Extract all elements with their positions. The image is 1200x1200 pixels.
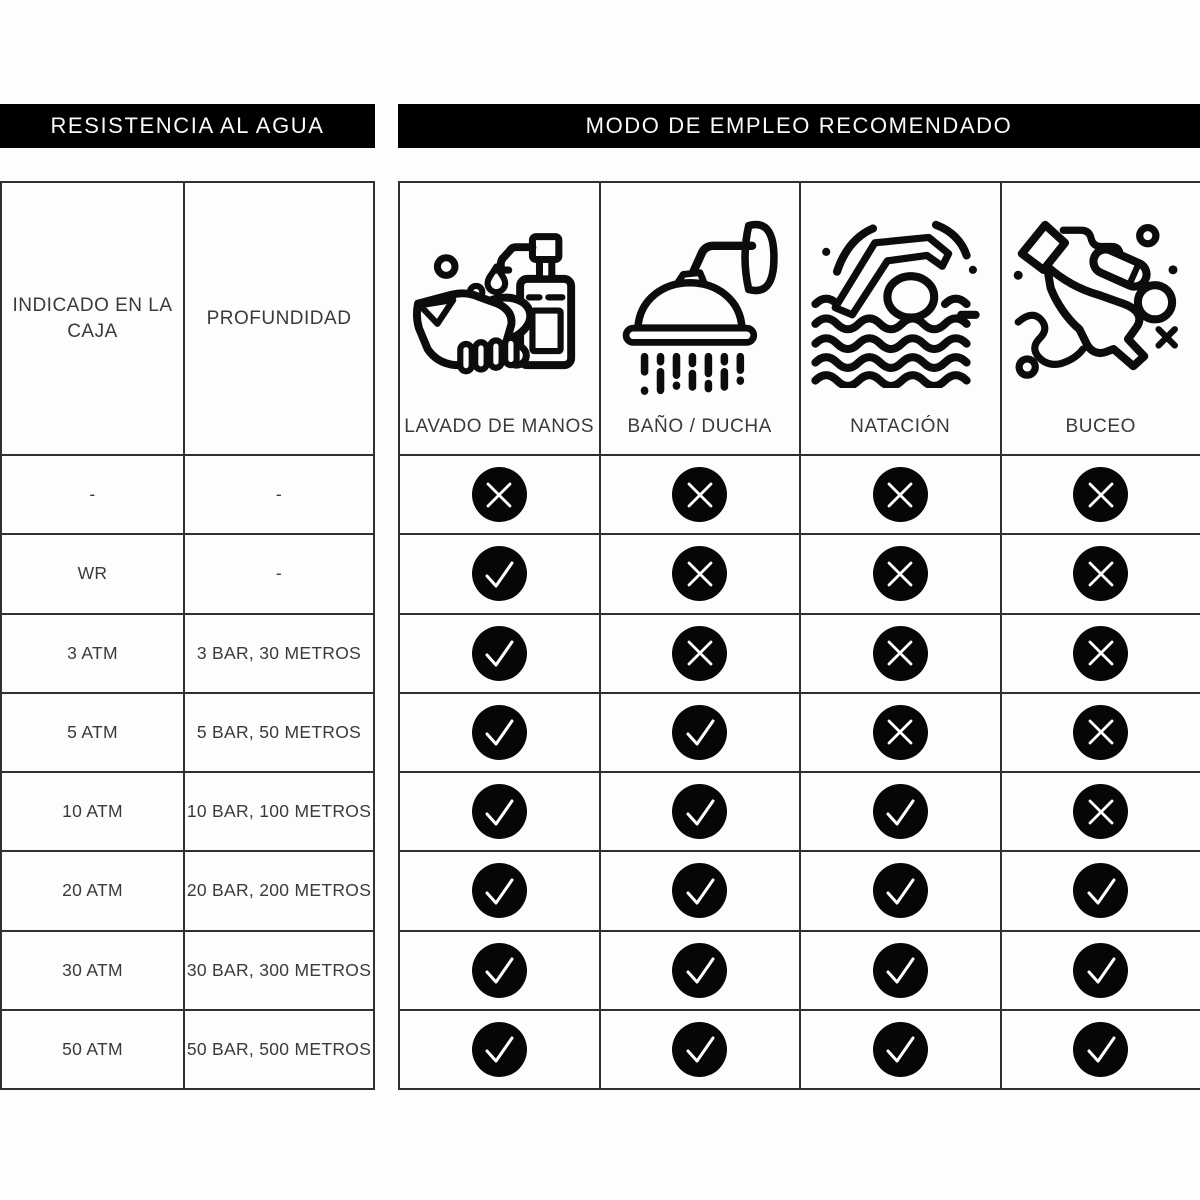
mark-cell	[1002, 694, 1200, 771]
cross-mark	[1073, 467, 1128, 522]
mark-cell	[801, 852, 1000, 929]
depth-cell: 10 BAR, 100 METROS	[185, 773, 373, 850]
check-mark	[672, 943, 727, 998]
cross-mark	[1073, 546, 1128, 601]
cross-mark	[873, 467, 928, 522]
activity-label: NATACIÓN	[850, 416, 951, 437]
hand-washing-icon	[400, 183, 599, 416]
mark-cell	[1002, 615, 1200, 692]
rating-cell: 20 ATM	[2, 852, 183, 929]
recommended-use-table	[398, 181, 1200, 1090]
check-mark	[672, 863, 727, 918]
rating-cell: 10 ATM	[2, 773, 183, 850]
mark-cell	[801, 932, 1000, 1009]
check-mark	[672, 1022, 727, 1077]
check-mark	[472, 863, 527, 918]
mark-cell	[1002, 773, 1200, 850]
mark-cell	[400, 535, 599, 612]
column-header-label: PROFUNDIDAD	[206, 307, 352, 329]
shower-icon	[601, 183, 800, 416]
mark-cell	[601, 852, 800, 929]
diving-icon	[1002, 183, 1200, 416]
water-resistance-table	[0, 181, 375, 1090]
mark-cell	[400, 694, 599, 771]
mark-cell	[601, 456, 800, 533]
check-mark	[672, 705, 727, 760]
column-header-label: INDICADO EN LA CAJA	[12, 294, 173, 342]
activity-label: BAÑO / DUCHA	[627, 416, 772, 437]
activity-header-shower	[601, 183, 800, 454]
mark-cell	[1002, 456, 1200, 533]
rating-cell: 3 ATM	[2, 615, 183, 692]
mark-cell	[601, 694, 800, 771]
check-mark	[873, 943, 928, 998]
cross-mark	[873, 626, 928, 681]
activity-header-hand-washing	[400, 183, 599, 454]
rating-cell: WR	[2, 535, 183, 612]
check-mark	[472, 546, 527, 601]
rating-cell: 5 ATM	[2, 694, 183, 771]
activity-header-swimming	[801, 183, 1000, 454]
check-mark	[873, 784, 928, 839]
mark-cell	[601, 615, 800, 692]
mark-cell	[801, 456, 1000, 533]
activity-label: BUCEO	[1065, 416, 1137, 437]
mark-cell	[400, 852, 599, 929]
check-mark	[472, 626, 527, 681]
column-header-indicado-en-la-caja	[2, 183, 183, 454]
left-header-title: RESISTENCIA AL AGUA	[50, 113, 325, 138]
check-mark	[873, 863, 928, 918]
depth-cell: -	[185, 456, 373, 533]
cross-mark	[1073, 705, 1128, 760]
activity-header-diving	[1002, 183, 1200, 454]
mark-cell	[601, 773, 800, 850]
mark-cell	[400, 932, 599, 1009]
check-mark	[1073, 863, 1128, 918]
cross-mark	[1073, 784, 1128, 839]
mark-cell	[1002, 1011, 1200, 1088]
check-mark	[472, 784, 527, 839]
check-mark	[472, 943, 527, 998]
check-mark	[873, 1022, 928, 1077]
activity-label: LAVADO DE MANOS	[404, 416, 595, 437]
depth-cell: 3 BAR, 30 METROS	[185, 615, 373, 692]
mark-cell	[400, 773, 599, 850]
check-mark	[672, 784, 727, 839]
depth-cell: 5 BAR, 50 METROS	[185, 694, 373, 771]
mark-cell	[801, 615, 1000, 692]
mark-cell	[601, 1011, 800, 1088]
cross-mark	[672, 546, 727, 601]
right-header-title: MODO DE EMPLEO RECOMENDADO	[585, 113, 1013, 138]
mark-cell	[801, 773, 1000, 850]
rating-cell: 50 ATM	[2, 1011, 183, 1088]
mark-cell	[801, 694, 1000, 771]
mark-cell	[1002, 852, 1200, 929]
cross-mark	[672, 467, 727, 522]
cross-mark	[873, 546, 928, 601]
rating-cell: 30 ATM	[2, 932, 183, 1009]
depth-cell: 20 BAR, 200 METROS	[185, 852, 373, 929]
cross-mark	[672, 626, 727, 681]
check-mark	[472, 705, 527, 760]
mark-cell	[400, 456, 599, 533]
cross-mark	[1073, 626, 1128, 681]
left-header-bar	[0, 104, 375, 148]
check-mark	[472, 1022, 527, 1077]
mark-cell	[400, 1011, 599, 1088]
mark-cell	[601, 535, 800, 612]
swimming-icon	[801, 183, 1000, 416]
column-header-profundidad	[185, 183, 373, 454]
cross-mark	[472, 467, 527, 522]
mark-cell	[601, 932, 800, 1009]
rating-cell: -	[2, 456, 183, 533]
depth-cell: 50 BAR, 500 METROS	[185, 1011, 373, 1088]
mark-cell	[1002, 535, 1200, 612]
cross-mark	[873, 705, 928, 760]
mark-cell	[400, 615, 599, 692]
check-mark	[1073, 943, 1128, 998]
depth-cell: -	[185, 535, 373, 612]
mark-cell	[1002, 932, 1200, 1009]
check-mark	[1073, 1022, 1128, 1077]
right-header-bar	[398, 104, 1200, 148]
mark-cell	[801, 535, 1000, 612]
mark-cell	[801, 1011, 1000, 1088]
depth-cell: 30 BAR, 300 METROS	[185, 932, 373, 1009]
